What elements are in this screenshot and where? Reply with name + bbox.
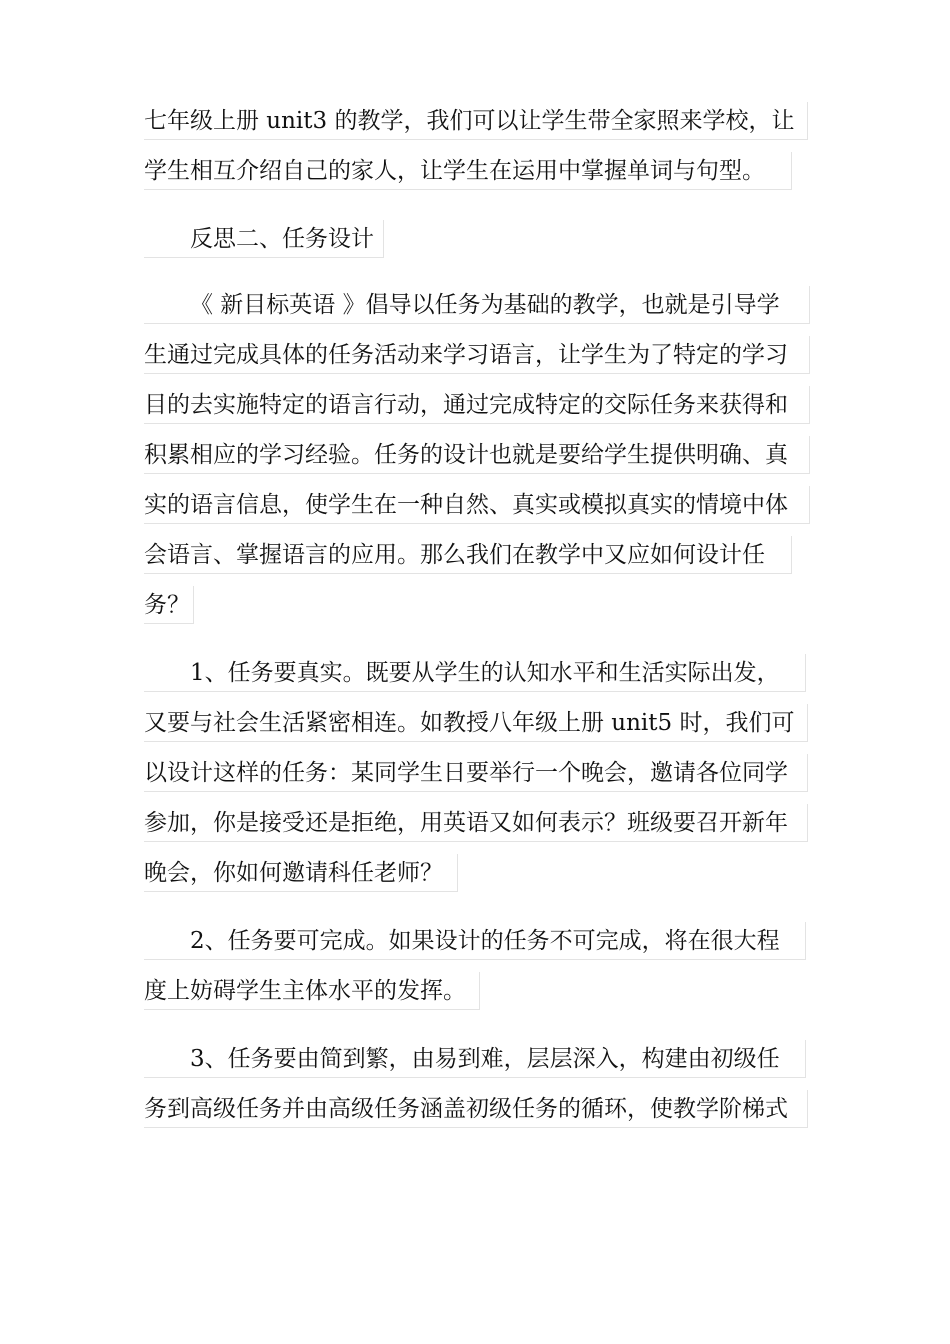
text-line: 会语言、掌握语言的应用。那么我们在教学中又应如何设计任: [144, 536, 792, 574]
text-line: 参加，你是接受还是拒绝，用英语又如何表示？班级要召开新年: [144, 804, 808, 842]
text-line: 《 新目标英语 》倡导以任务为基础的教学，也就是引导学: [144, 286, 810, 324]
text-line: 又要与社会生活紧密相连。如教授八年级上册 unit5 时，我们可: [144, 704, 808, 742]
text-line: 晚会，你如何邀请科任老师？: [144, 854, 458, 892]
text-line: 务到高级任务并由高级任务涵盖初级任务的循环，使教学阶梯式: [144, 1090, 808, 1128]
text-line: 3、任务要由简到繁，由易到难，层层深入，构建由初级任: [144, 1040, 806, 1078]
text-line: 目的去实施特定的语言行动，通过完成特定的交际任务来获得和: [144, 386, 810, 424]
text-line: 1、任务要真实。既要从学生的认知水平和生活实际出发，: [144, 654, 806, 692]
text-line: 2、任务要可完成。如果设计的任务不可完成，将在很大程: [144, 922, 806, 960]
text-line: 七年级上册 unit3 的教学，我们可以让学生带全家照来学校，让: [144, 102, 808, 140]
text-line: 以设计这样的任务：某同学生日要举行一个晚会，邀请各位同学: [144, 754, 808, 792]
text-line: 务？: [144, 586, 194, 624]
text-line: 学生相互介绍自己的家人，让学生在运用中掌握单词与句型。: [144, 152, 792, 190]
text-line: 度上妨碍学生主体水平的发挥。: [144, 972, 480, 1010]
section-heading: 反思二、任务设计: [144, 220, 384, 258]
text-line: 积累相应的学习经验。任务的设计也就是要给学生提供明确、真: [144, 436, 810, 474]
text-line: 实的语言信息，使学生在一种自然、真实或模拟真实的情境中体: [144, 486, 810, 524]
text-line: 生通过完成具体的任务活动来学习语言，让学生为了特定的学习: [144, 336, 810, 374]
